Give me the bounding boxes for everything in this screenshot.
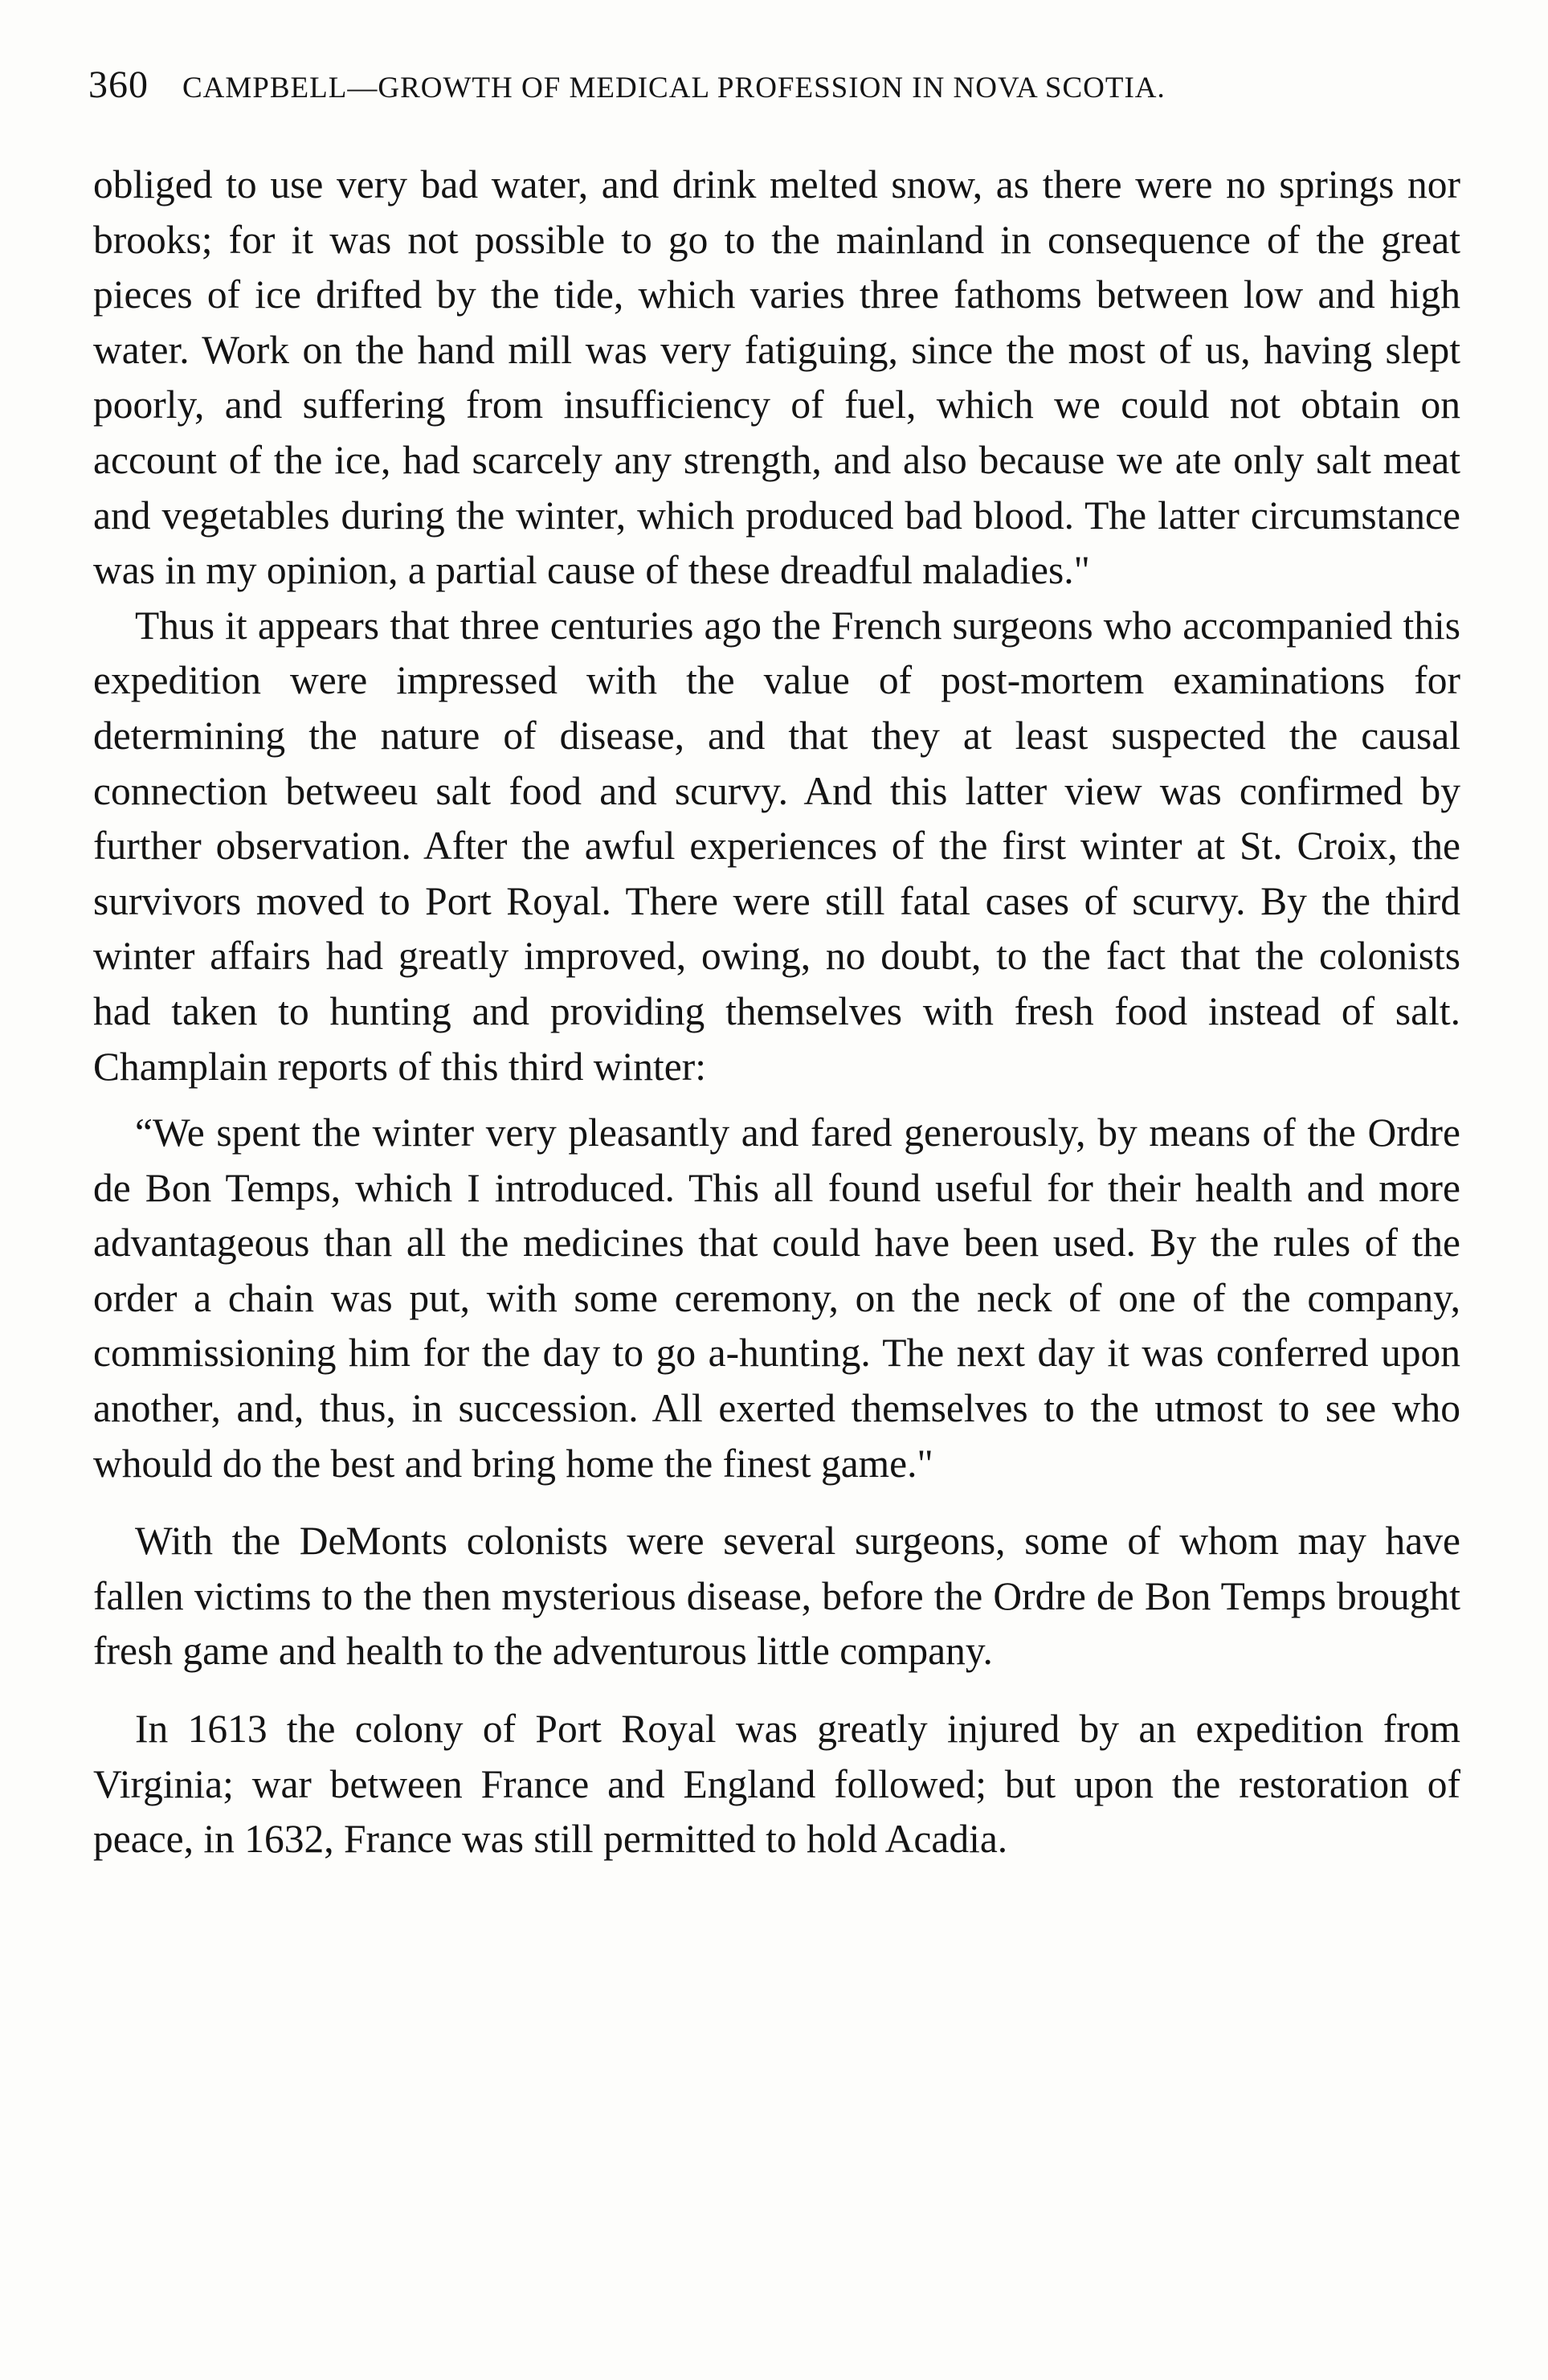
paragraph-scurvy-observation: Thus it appears that three centuries ago the French surgeons who accompanied this expedition were impressed with the value of post-mortem examinations for determining the nature of disease, and that they at least suspected the causal connection betweeu salt food and scurvy. And this latter view was confirmed by further observation. After the awful experiences of the first winter at St. Croix, the survivors moved to Port Royal. There were still fatal cases of scurvy. By the third winter affairs had greatly improved, owing, no doubt, to the fact that the colonists had taken to hunting and providing themselves with fresh food instead of salt. Champlain reports of this third winter: (93, 603, 1460, 1089)
paragraph-demonts-surgeons: With the DeMonts colonists were several surgeons, some of whom may have fallen victims to the then mysterious disease, before the Ordre de Bon Temps brought fresh game and health to the adventurous little company. (93, 1519, 1460, 1674)
paragraph-port-royal-1613: In 1613 the colony of Port Royal was greatly injured by an expedition from Virginia; war between France and England followed; but upon the restoration of peace, in 1632, France was still permitted to hold Acadia. (93, 1707, 1460, 1862)
running-title: CAMPBELL—GROWTH OF MEDICAL PROFESSION IN NOVA SCOTIA. (182, 72, 1166, 104)
page-number: 360 (88, 63, 149, 106)
page-header (88, 63, 1470, 127)
paragraph-continued-quote: obliged to use very bad water, and drink melted snow, as there were no springs nor brooks; for it was not possible to go to the mainland in consequence of the great pieces of ice drifted by the tide, which varies three fathoms between low and high water. Work on the hand mill was very fatiguing, since the most of us, having slept poorly, and suffering from insufficiency of fuel, which we could not obtain on account of the ice, had scarcely any strength, and also because we ate only salt meat and vegetables during the winter, which produced bad blood. The latter circumstance was in my opinion, a partial cause of these dreadful maladies." (93, 162, 1460, 593)
body-text (93, 157, 1460, 1867)
paragraph-champlain-quote: “We spent the winter very pleasantly and fared generously, by means of the Ordre de Bon Temps, which I introduced. This all found useful for their health and more advantageous than all the medicines that could have been used. By the rules of the order a chain was put, with some ceremony, on the neck of one of the company, commissioning him for the day to go a-hunting. The next day it was conferred upon another, and, thus, in succession. All exerted themselves to the utmost to see who whould do the best and bring home the finest game." (93, 1110, 1460, 1486)
